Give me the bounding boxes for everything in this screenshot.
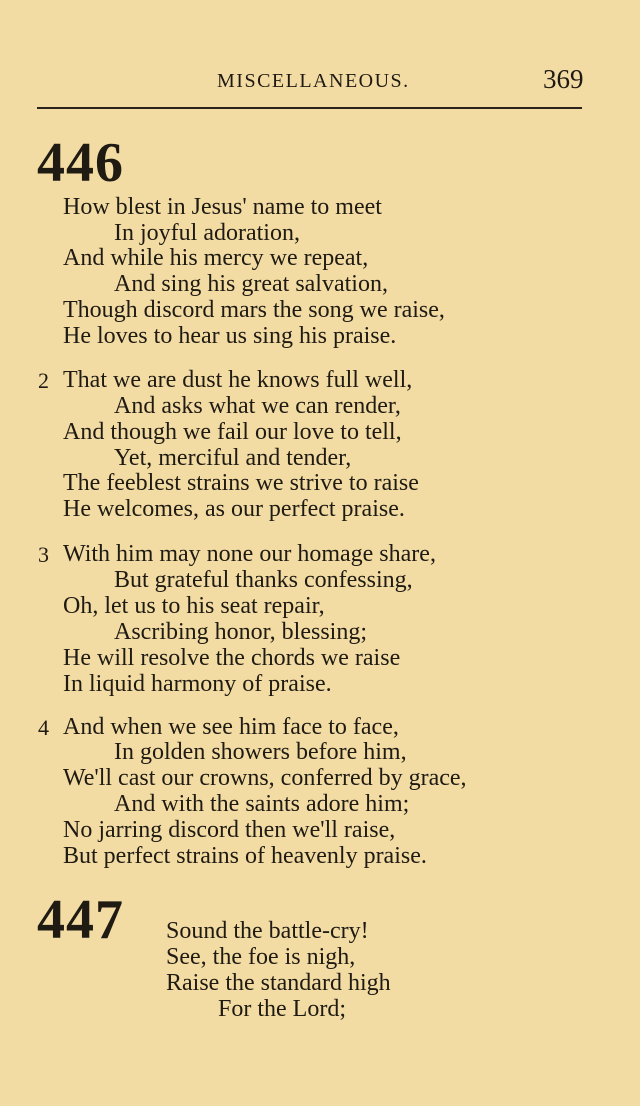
- verse-line: He loves to hear us sing his praise.: [63, 323, 397, 349]
- verse-line: And sing his great salvation,: [114, 271, 388, 297]
- verse-line: But perfect strains of heavenly praise.: [63, 843, 427, 869]
- verse-line: How blest in Jesus' name to meet: [63, 194, 382, 220]
- verse-line: Sound the battle-cry!: [166, 918, 369, 944]
- verse-line: And though we fail our love to tell,: [63, 419, 402, 445]
- hymn-number: 447: [37, 889, 124, 951]
- verse-line: And with the saints adore him;: [114, 791, 410, 817]
- verse-line: Ascribing honor, blessing;: [114, 619, 368, 645]
- header-divider: [37, 107, 582, 109]
- page-number: 369: [543, 64, 584, 94]
- verse-line: Raise the standard high: [166, 970, 391, 996]
- section-title: MISCELLANEOUS.: [217, 70, 410, 92]
- verse-line: Though discord mars the song we raise,: [63, 297, 445, 323]
- verse-line: And while his mercy we repeat,: [63, 245, 369, 271]
- verse-line: See, the foe is nigh,: [166, 944, 356, 970]
- verse-line: No jarring discord then we'll raise,: [63, 817, 396, 843]
- verse-line: He welcomes, as our perfect praise.: [63, 496, 405, 522]
- verse-line: We'll cast our crowns, conferred by grace,: [63, 765, 467, 791]
- verse-line: The feeblest strains we strive to raise: [63, 470, 419, 496]
- verse-line: Oh, let us to his seat repair,: [63, 593, 325, 619]
- verse-line: Yet, merciful and tender,: [114, 445, 352, 471]
- verse-line: In liquid harmony of praise.: [63, 671, 332, 697]
- verse-number: 3: [38, 542, 49, 567]
- verse-line: In golden showers before him,: [114, 739, 407, 765]
- verse-line: With him may none our homage share,: [63, 541, 436, 567]
- verse-number: 4: [38, 715, 49, 740]
- verse-line: He will resolve the chords we raise: [63, 645, 401, 671]
- verse-line: In joyful adoration,: [114, 220, 300, 246]
- verse-line: And when we see him face to face,: [63, 714, 399, 740]
- verse-number: 2: [38, 368, 49, 393]
- verse-line: But grateful thanks confessing,: [114, 567, 413, 593]
- verse-line: For the Lord;: [218, 996, 346, 1022]
- verse-line: And asks what we can render,: [114, 393, 401, 419]
- hymn-number: 446: [37, 132, 124, 194]
- verse-line: That we are dust he knows full well,: [63, 367, 413, 393]
